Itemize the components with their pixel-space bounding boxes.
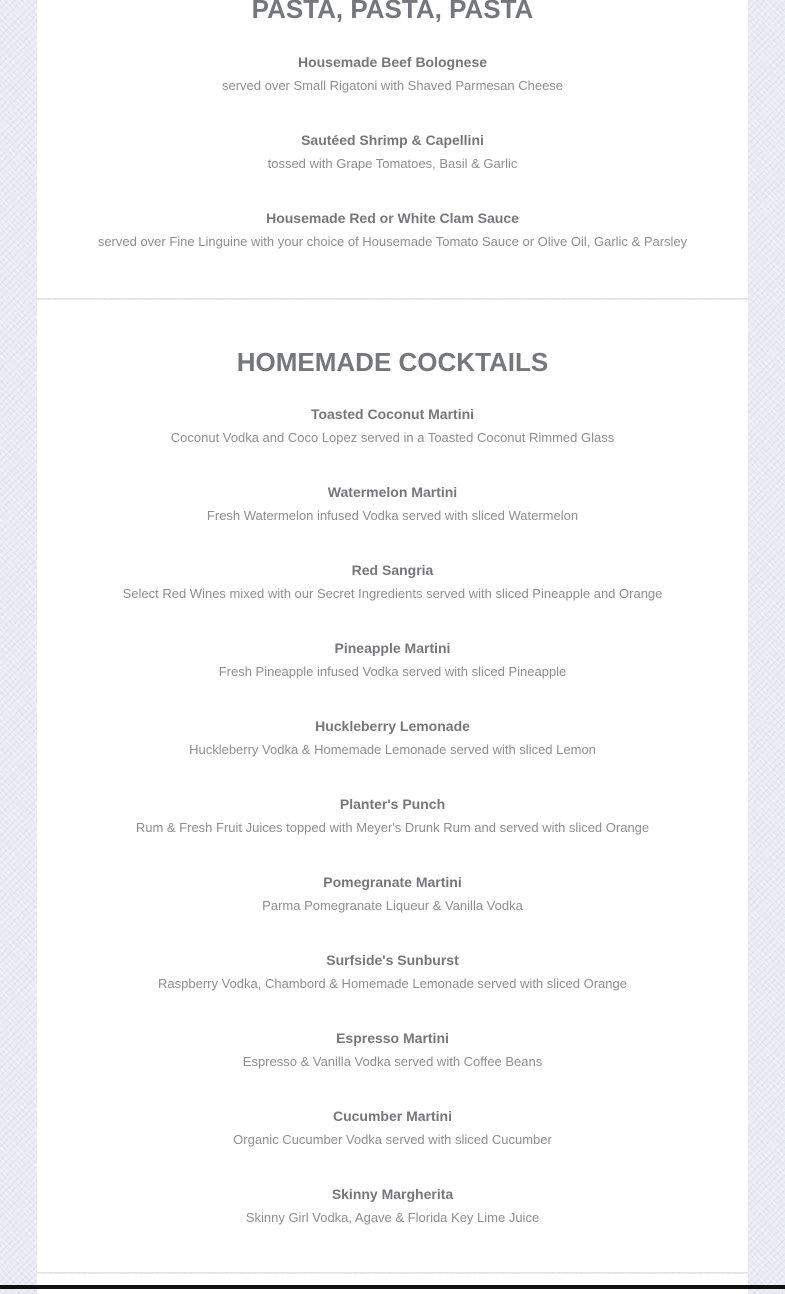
menu-item-description: served over Small Rigatoni with Shaved Parmesan Cheese xyxy=(221,78,564,93)
menu-item-name: Surfside's Sunburst xyxy=(326,952,459,968)
window-bottom-edge xyxy=(0,1285,785,1289)
menu-item-name: Planter's Punch xyxy=(339,796,446,812)
menu-item-description: Raspberry Vodka, Chambord & Homemade Lemonade served with sliced Orange xyxy=(158,976,627,991)
menu-item-description: Rum & Fresh Fruit Juices topped with Meyer's Drunk Rum and served with sliced Orange xyxy=(135,820,650,835)
menu-item-description: served over Fine Linguine with your choice of Housemade Tomato Sauce or Olive Oil, Garlic & Parsley xyxy=(97,234,688,249)
menu-item xyxy=(37,872,748,950)
menu-item-description: Select Red Wines mixed with our Secret Ingredients served with sliced Pineapple and Orange xyxy=(122,586,663,601)
menu-item xyxy=(37,1184,748,1262)
menu-item-name: Espresso Martini xyxy=(336,1030,449,1046)
menu-section-cocktails xyxy=(37,300,748,1273)
menu-item xyxy=(37,638,748,716)
menu-item xyxy=(37,716,748,794)
menu-item-name: Cucumber Martini xyxy=(332,1108,452,1124)
menu-item-name: Pomegranate Martini xyxy=(323,874,462,890)
menu-item-name: Skinny Margherita xyxy=(331,1186,454,1202)
menu-item-name: Red Sangria xyxy=(351,562,434,578)
menu-item-name: Watermelon Martini xyxy=(327,484,458,500)
menu-item-description: Espresso & Vanilla Vodka served with Coffee Beans xyxy=(242,1054,543,1069)
menu-item xyxy=(37,404,748,482)
menu-item-name: Housemade Beef Bolognese xyxy=(297,54,488,70)
pasta-item-list xyxy=(37,52,748,286)
menu-item xyxy=(37,52,748,130)
menu-item xyxy=(37,130,748,208)
section-title-cocktails: HOMEMADE COCKTAILS xyxy=(236,347,549,377)
section-title-pasta: PASTA, PASTA, PASTA xyxy=(251,0,534,24)
menu-item xyxy=(37,1028,748,1106)
menu-item xyxy=(37,794,748,872)
menu-section-pasta xyxy=(37,0,748,299)
menu-item xyxy=(37,560,748,638)
menu-item-description: Parma Pomegranate Liqueur & Vanilla Vodka xyxy=(262,898,523,913)
menu-item-description: Fresh Pineapple infused Vodka served with sliced Pineapple xyxy=(218,664,567,679)
menu-item-description: Skinny Girl Vodka, Agave & Florida Key Lime Juice xyxy=(245,1210,540,1225)
menu-item-description: Fresh Watermelon infused Vodka served with sliced Watermelon xyxy=(206,508,579,523)
menu-section-next xyxy=(37,1274,748,1294)
menu-item-name: Huckleberry Lemonade xyxy=(315,718,470,734)
menu-item-name: Housemade Red or White Clam Sauce xyxy=(266,210,519,226)
menu-item xyxy=(37,1106,748,1184)
menu-item-description: Organic Cucumber Vodka served with sliced Cucumber xyxy=(233,1132,552,1147)
cocktail-item-list xyxy=(37,404,748,1262)
menu-item-description: Coconut Vodka and Coco Lopez served in a Toasted Coconut Rimmed Glass xyxy=(170,430,615,445)
menu-item xyxy=(37,208,748,286)
menu-item-name: Pineapple Martini xyxy=(334,640,451,656)
menu-item-description: Huckleberry Vodka & Homemade Lemonade served with sliced Lemon xyxy=(189,742,596,757)
menu-item xyxy=(37,482,748,560)
menu-item-description: tossed with Grape Tomatoes, Basil & Garlic xyxy=(267,156,518,171)
menu-item-name: Toasted Coconut Martini xyxy=(310,406,475,422)
menu-item xyxy=(37,950,748,1028)
menu-item-name: Sautéed Shrimp & Capellini xyxy=(301,132,484,148)
